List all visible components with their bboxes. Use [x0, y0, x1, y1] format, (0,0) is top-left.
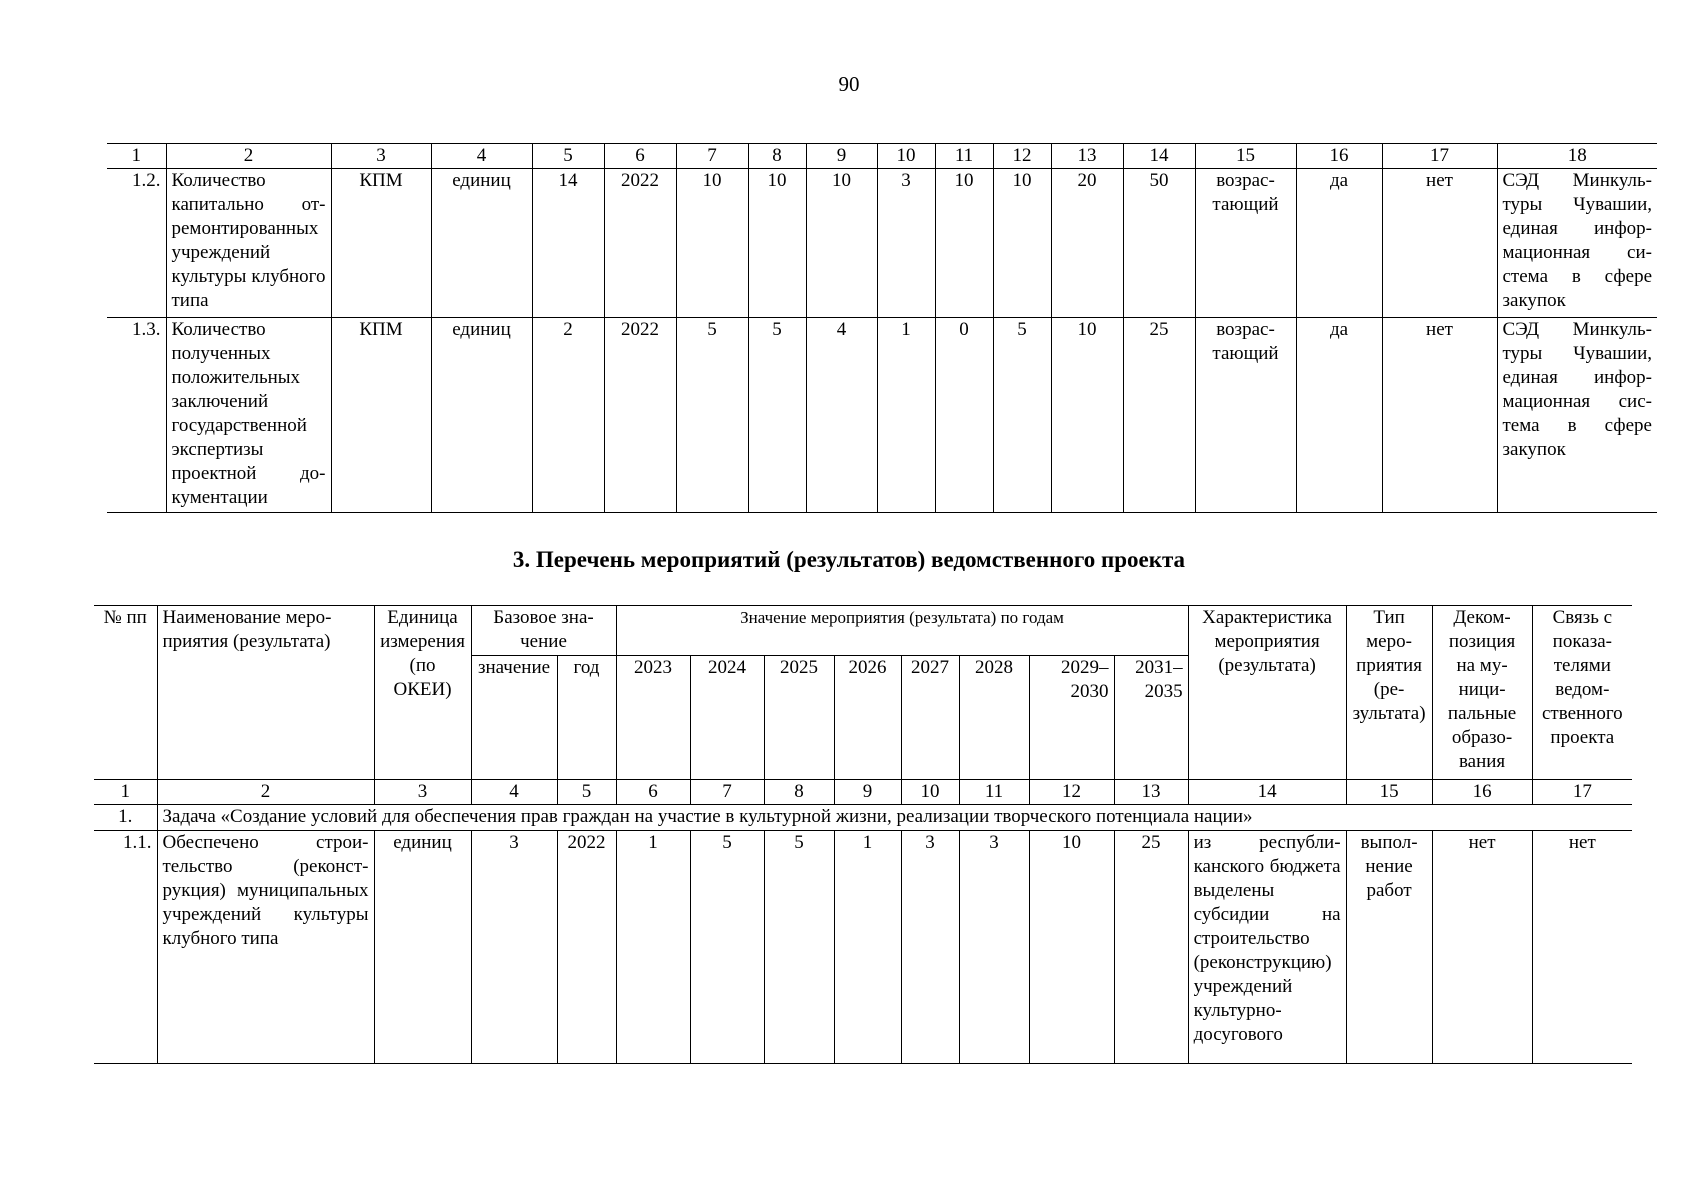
year-value: 5 — [993, 318, 1051, 513]
column-number: 14 — [1123, 144, 1195, 169]
year-value: 10 — [935, 169, 993, 318]
column-number: 6 — [616, 780, 690, 805]
characteristic: из республиканского бюджета выделены субсидии на строительство (реконструкцию) учреждений культурно-досугового — [1188, 831, 1346, 1064]
info-source: СЭД Минкультуры Чувашии, единая информационная система в сфере закупок — [1497, 318, 1657, 513]
value-2029-2030: 10 — [1029, 831, 1114, 1064]
header-year-2026: 2026 — [834, 656, 901, 780]
column-number: 2 — [166, 144, 331, 169]
base-year: 2022 — [604, 169, 676, 318]
column-number: 9 — [834, 780, 901, 805]
section-title: 3. Перечень мероприятий (результатов) ведомственного проекта — [512, 547, 1186, 572]
header-year-2031-2035: 2031–2035 — [1114, 656, 1188, 780]
column-number: 6 — [604, 144, 676, 169]
task-number: 1. — [94, 805, 157, 831]
value-2024: 5 — [690, 831, 764, 1064]
column-number: 10 — [877, 144, 935, 169]
year-value: 4 — [806, 318, 877, 513]
activity-name: Обеспечено строительство (реконструкция) муниципальных учреждений культуры клубного типа — [157, 831, 374, 1064]
column-number: 3 — [374, 780, 471, 805]
header-base-value: значение — [471, 656, 557, 780]
year-value: 25 — [1123, 318, 1195, 513]
column-number: 8 — [764, 780, 834, 805]
year-value: 1 — [877, 318, 935, 513]
info-source: СЭД Минкультуры Чувашии, единая информационная система в сфере закупок — [1497, 169, 1657, 318]
table2-header-row — [94, 606, 1632, 656]
row-number: 1.2. — [107, 169, 166, 318]
column-number: 12 — [993, 144, 1051, 169]
row-number: 1.3. — [107, 318, 166, 513]
year-value: 50 — [1123, 169, 1195, 318]
header-link: Связь с показателями ведомственного проекта — [1532, 606, 1632, 780]
year-value: 10 — [993, 169, 1051, 318]
table2-column-numbers — [94, 780, 1632, 805]
year-value: 10 — [1051, 318, 1123, 513]
column-number: 7 — [690, 780, 764, 805]
link-to-indicators: нет — [1532, 831, 1632, 1064]
year-value: 5 — [676, 318, 748, 513]
column-number: 1 — [94, 780, 157, 805]
column-number: 18 — [1497, 144, 1657, 169]
header-characteristic: Характеристика мероприятия (результата) — [1188, 606, 1346, 780]
trend: возрастающий — [1195, 169, 1296, 318]
base-value: 3 — [471, 831, 557, 1064]
row-number: 1.1. — [94, 831, 157, 1064]
year-value: 10 — [676, 169, 748, 318]
value-2023: 1 — [616, 831, 690, 1064]
column-number: 12 — [1029, 780, 1114, 805]
automated-flag: нет — [1382, 318, 1497, 513]
unit: единиц — [431, 318, 532, 513]
page-number: 90 — [838, 72, 860, 96]
column-number: 17 — [1382, 144, 1497, 169]
column-number: 5 — [557, 780, 616, 805]
indicator-name: Количество полученных положительных заключений государственной экспертизы проектной документации — [166, 318, 331, 513]
column-number: 16 — [1432, 780, 1532, 805]
year-value: 10 — [748, 169, 806, 318]
base-year: 2022 — [604, 318, 676, 513]
column-number: 17 — [1532, 780, 1632, 805]
header-by-years: Значение мероприятия (результата) по годам — [616, 606, 1188, 656]
year-value: 0 — [935, 318, 993, 513]
column-number: 3 — [331, 144, 431, 169]
header-base: Базовое значение — [471, 606, 616, 656]
table1-column-numbers — [107, 144, 1657, 169]
header-base-year: год — [557, 656, 616, 780]
base-value: 2 — [532, 318, 604, 513]
header-unit: Единица измерения (по ОКЕИ) — [374, 606, 471, 780]
indicators-table — [107, 143, 1657, 513]
header-year-2023: 2023 — [616, 656, 690, 780]
header-year-2027: 2027 — [901, 656, 959, 780]
header-year-2024: 2024 — [690, 656, 764, 780]
column-number: 4 — [471, 780, 557, 805]
task-text: Задача «Создание условий для обеспечения прав граждан на участие в культурной жизни, реализации творческого потенциала нации» — [157, 805, 1632, 831]
base-value: 14 — [532, 169, 604, 318]
decomposition: нет — [1432, 831, 1532, 1064]
automated-flag: нет — [1382, 169, 1497, 318]
cumulative-flag: да — [1296, 318, 1382, 513]
year-value: 10 — [806, 169, 877, 318]
unit: единиц — [431, 169, 532, 318]
base-year: 2022 — [557, 831, 616, 1064]
column-number: 8 — [748, 144, 806, 169]
trend: возрастающий — [1195, 318, 1296, 513]
value-2027: 3 — [901, 831, 959, 1064]
column-number: 16 — [1296, 144, 1382, 169]
unit: единиц — [374, 831, 471, 1064]
header-year-2028: 2028 — [959, 656, 1029, 780]
value-2025: 5 — [764, 831, 834, 1064]
column-number: 10 — [901, 780, 959, 805]
column-number: 14 — [1188, 780, 1346, 805]
cumulative-flag: да — [1296, 169, 1382, 318]
column-number: 7 — [676, 144, 748, 169]
value-2026: 1 — [834, 831, 901, 1064]
indicator-type: КПМ — [331, 318, 431, 513]
column-number: 5 — [532, 144, 604, 169]
indicator-name: Количество капитально отремонтированных учреждений культуры клубного типа — [166, 169, 331, 318]
year-value: 20 — [1051, 169, 1123, 318]
task-row — [94, 805, 1632, 831]
value-2028: 3 — [959, 831, 1029, 1064]
column-number: 9 — [806, 144, 877, 169]
table-row — [94, 831, 1632, 1064]
table-row — [107, 169, 1657, 318]
header-year-2025: 2025 — [764, 656, 834, 780]
table-row — [107, 318, 1657, 513]
column-number: 11 — [959, 780, 1029, 805]
header-type: Тип мероприятия (результата) — [1346, 606, 1432, 780]
year-value: 5 — [748, 318, 806, 513]
activities-table — [94, 605, 1632, 1064]
header-num: № пп — [94, 606, 157, 780]
indicator-type: КПМ — [331, 169, 431, 318]
header-year-2029-2030: 2029–2030 — [1029, 656, 1114, 780]
column-number: 11 — [935, 144, 993, 169]
value-2031-2035: 25 — [1114, 831, 1188, 1064]
column-number: 4 — [431, 144, 532, 169]
column-number: 1 — [107, 144, 166, 169]
column-number: 15 — [1195, 144, 1296, 169]
column-number: 13 — [1051, 144, 1123, 169]
year-value: 3 — [877, 169, 935, 318]
column-number: 2 — [157, 780, 374, 805]
column-number: 15 — [1346, 780, 1432, 805]
header-decomposition: Декомпозиция на муниципальные образования — [1432, 606, 1532, 780]
column-number: 13 — [1114, 780, 1188, 805]
header-name: Наименование мероприятия (результата) — [157, 606, 374, 780]
activity-type: выполнение работ — [1346, 831, 1432, 1064]
